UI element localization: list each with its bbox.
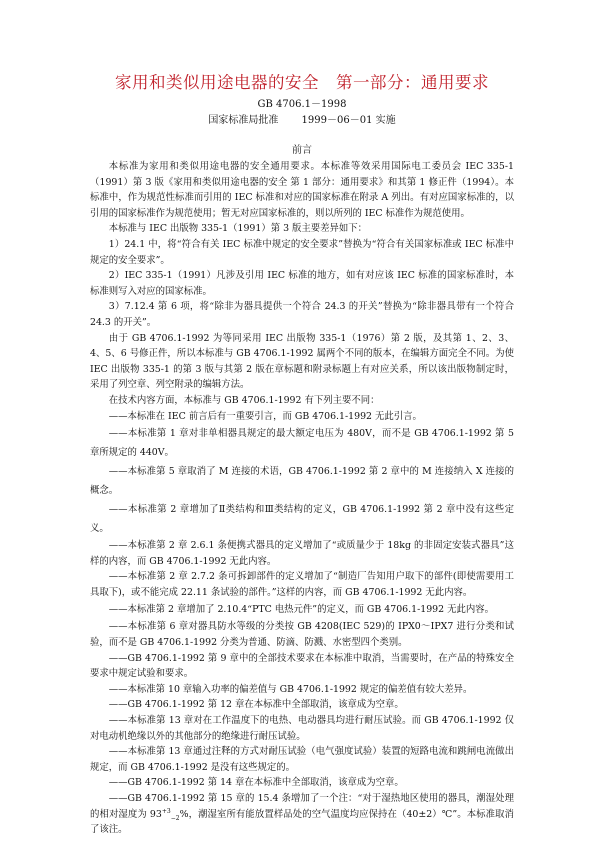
humidity-note-text-end: %，潮湿室所有能放置样品处的空气温度均应保持在（40±2）℃”。本标准取消了该注。 (90, 808, 514, 836)
list-item: ——本标准第 2 章 2.7.2 条可拆卸部件的定义增加了“制造厂告知用户取下的部件(即使需要用工具取下)，或不能完成 22.11 条试验的部件。”这样的内容，而 GB 4706.1-1992 无此内容。 (90, 571, 514, 598)
list-item (90, 791, 514, 838)
list-item: ——本标准第 1 章对非单相器具规定的最大额定电压为 480V，而不是 GB 4706.1-1992 第 5 章所规定的 440V。 (90, 428, 514, 459)
paragraph: 3）7.12.4 第 6 项，将“除非为器具提供一个符合 24.3 的开关”替换为“除非器具带有一个符合 24.3 的开关”。 (90, 301, 514, 328)
paragraph: 本标准为家用和类似用途电器的安全通用要求。本标准等效采用国际电工委员会 IEC 335-1（1991）第 3 版《家用和类似用途电器的安全 第 1 部分：通用要求》和其第 1 修正件（1994）。本标准中，作为规范性标准而引用的 IEC 标准和对应的国家标准在附录 A 列出。有对应国家标准的，以引用的国家标准作为规范使用；暂无对应国家标准的，则以所列的 IEC 标准作为规范使用。 (90, 161, 514, 219)
list-item: ——GB 4706.1-1992 第 14 章在本标准中全部取消，该章成为空章。 (108, 777, 404, 789)
document-title: 家用和类似用途电器的安全 第一部分：通用要求 (115, 73, 489, 92)
paragraph: 2）IEC 335-1（1991）凡涉及引用 IEC 标准的地方，如有对应该 IEC 标准的国家标准时，本标准则写入对应的国家标准。 (90, 270, 514, 297)
humidity-lower-tolerance: −2 (170, 814, 180, 822)
preface-title: 前言 (292, 145, 312, 156)
list-item: ——本标准在 IEC 前言后有一重要引言，而 GB 4706.1-1992 无此引言。 (108, 410, 422, 422)
humidity-note-text: ——GB 4706.1-1992 第 15 章的 15.4 条增加了一个注：“对于湿热地区使用的器具，潮湿处理的相对湿度为 93 (90, 793, 514, 820)
preface-body (90, 159, 514, 838)
paragraph: 由于 GB 4706.1-1992 为等同采用 IEC 出版物 335-1（1976）第 2 版，及其第 1、2、3、4、5、6 号修正件，所以本标准与 GB 4706.1-1992 属两个不同的版本，在编辑方面完全不同。为使 IEC 出版物 335-1 的第 3 版与其第 2 版在章标题和附录标题上有对应关系，所以该出版物制定时，采用了列空章、列空附录的编辑方法。 (90, 332, 514, 391)
list-item: ——本标准第 2 章增加了 2.10.4“PTC 电热元件”的定义，而 GB 4706.1-1992 无此内容。 (108, 604, 494, 616)
list-item: ——本标准第 10 章输入功率的偏差值与 GB 4706.1-1992 规定的偏差值有较大差异。 (108, 683, 473, 695)
paragraph: 本标准与 IEC 出版物 335-1（1991）第 3 版主要差异如下： (108, 223, 368, 235)
list-item: ——本标准第 5 章取消了 M 连接的术语，GB 4706.1-1992 第 2 章中的 M 连接纳入 X 连接的概念。 (90, 466, 514, 497)
paragraph: 1）24.1 中，将“符合有关 IEC 标准中规定的安全要求”替换为“符合有关国家标准或 IEC 标准中规定的安全要求”。 (90, 238, 514, 266)
list-item: ——本标准第 2 章 2.6.1 条便携式器具的定义增加了“或质量少于 18kg 的非固定安装式器具”这样的内容，而 GB 4706.1-1992 无此内容。 (90, 540, 514, 567)
standard-number: GB 4706.1－1998 (257, 99, 347, 110)
humidity-upper-tolerance: +3 (161, 807, 171, 815)
list-item: ——GB 4706.1-1992 第 12 章在本标准中全部取消，该章成为空章。 (108, 699, 404, 711)
list-item: ——本标准第 6 章对器具防水等级的分类按 GB 4208(IEC 529)的 IPX0～IPX7 进行分类和试验，而不是 GB 4706.1-1992 分类为普通、防滴、防溅、水密型四个类别。 (90, 621, 514, 649)
approval-line: 国家标准局批准 1999－06－01 实施 (208, 115, 396, 126)
list-item: ——本标准第 13 章通过注释的方式对耐压试验（电气强度试验）装置的短路电流和跳闸电流做出规定，而 GB 4706.1-1992 是没有这些规定的。 (90, 746, 514, 773)
list-item: ——本标准第 13 章对在工作温度下的电热、电动器具均进行耐压试验。而 GB 4706.1-1992 仅对电动机绝缘以外的其他部分的绝缘进行耐压试验。 (90, 715, 514, 742)
list-item: ——本标准第 2 章增加了Ⅱ类结构和Ⅲ类结构的定义，GB 4706.1-1992 第 2 章中没有这些定义。 (90, 504, 514, 535)
list-item: ——GB 4706.1-1992 第 9 章中的全部技术要求在本标准中取消，当需要时，在产品的特殊安全要求中规定试验和要求。 (90, 652, 514, 680)
paragraph: 在技术内容方面，本标准与 GB 4706.1-1992 有下列主要不同： (108, 394, 380, 406)
